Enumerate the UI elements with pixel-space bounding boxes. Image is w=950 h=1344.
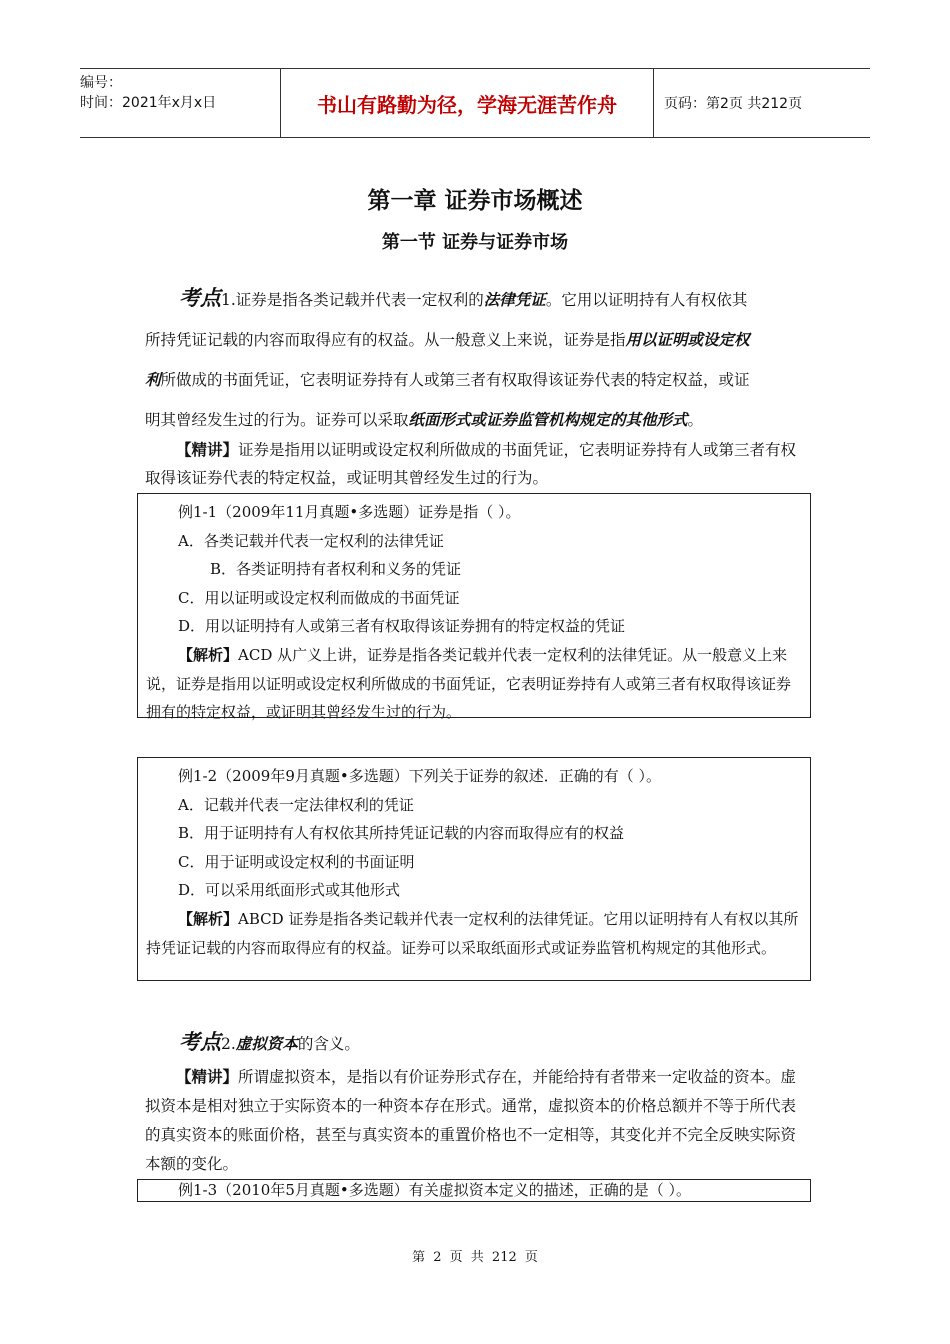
ex1-analysis-tag: 【解析】 <box>178 645 239 664</box>
ex2-option-d: D．可以采用纸面形式或其他形式 <box>178 881 401 900</box>
kp1-line-4 <box>145 400 805 440</box>
example-3-box <box>137 1179 811 1202</box>
header-page-info: 页码：第2页 共212页 <box>664 96 803 112</box>
key-point-1 <box>145 278 805 440</box>
example-1-box <box>137 493 811 722</box>
note2-tag: 【精讲】 <box>176 1067 239 1086</box>
kp1-tag: 考点 <box>179 285 221 310</box>
kp1-emphasis: 利 <box>145 370 161 389</box>
note2-text: 所谓虚拟资本，是指以有价证券形式存在，并能给持有者带来一定收益的资本。虚拟资本是相对独立于实际资本的一种资本存在形式。通常，虚拟资本的价格总额并不等于所代表的真实资本的账面价格，甚至与真实资本的重置价格也不一定相等，其变化并不完全反映实际资本额的变化。 <box>145 1068 797 1173</box>
kp1-text: 1.证券是指各类记载并代表一定权利的 <box>221 291 484 309</box>
ex3-question: 例1-3（2010年5月真题•多选题）有关虚拟资本定义的描述，正确的是（ ）。 <box>178 1181 691 1199</box>
kp1-line-2 <box>145 320 805 360</box>
note1-tag: 【精讲】 <box>176 440 239 459</box>
ex2-analysis <box>146 905 810 962</box>
kp2-num: 2. <box>221 1035 236 1053</box>
kp1-text: 明其曾经发生过的行为。证券可以采取 <box>145 411 409 429</box>
code-label: 编号： <box>80 75 122 91</box>
ex2-analysis-text: ABCD 证券是指各类记载并代表一定权利的法律凭证。它用以证明持有人有权以其所持凭证记载的内容而取得应有的权益。证券可以采取纸面形式或证券监管机构规定的其他形式。 <box>146 909 799 957</box>
section-title: 第一节 证券与证券市场 <box>381 232 569 253</box>
kp1-line-3 <box>145 360 805 400</box>
kp1-emphasis: 纸面形式或证券监管机构规定的其他形式 <box>408 410 688 429</box>
example-2-box <box>137 757 811 981</box>
ex2-analysis-tag: 【解析】 <box>178 909 239 928</box>
ex2-option-a: A．记载并代表一定法律权利的凭证 <box>178 795 414 814</box>
page-header <box>80 68 870 138</box>
key-point-2 <box>145 1026 805 1056</box>
chapter-title: 第一章 证券市场概述 <box>367 188 583 214</box>
ex1-option-c: C．用以证明或设定权利而做成的书面凭证 <box>178 588 460 607</box>
kp1-text: 所做成的书面凭证，它表明证券持有人或第三者有权取得该证券代表的特定权益，或证 <box>160 371 750 389</box>
kp1-line-1 <box>145 278 805 320</box>
kp1-text: 。 <box>687 411 704 429</box>
ex1-option-b: B．各类证明持有者权利和义务的凭证 <box>210 560 462 579</box>
time-label: 时间：2021年x月x日 <box>80 95 217 111</box>
kp1-emphasis: 法律凭证 <box>483 290 546 309</box>
note1-text: 证券是指用以证明或设定权利所做成的书面凭证，它表明证券持有人或第三者有权取得该证券代表的特定权益，或证明其曾经发生过的行为。 <box>145 441 797 487</box>
kp2-term: 虚拟资本 <box>235 1034 298 1053</box>
kp1-emphasis: 用以证明或设定权 <box>625 330 750 349</box>
ex2-option-c: C．用于证明或设定权利的书面证明 <box>178 852 415 871</box>
note-1 <box>145 436 805 492</box>
ex1-option-d: D．用以证明持有人或第三者有权取得该证券拥有的特定权益的凭证 <box>178 617 626 636</box>
kp1-text: 所持凭证记载的内容而取得应有的权益。从一般意义上来说，证券是指 <box>145 331 626 349</box>
kp2-rest: 的含义。 <box>297 1035 360 1053</box>
page-footer: 第 2 页 共 212 页 <box>412 1250 538 1265</box>
ex2-option-b: B．用于证明持有人有权依其所持凭证记载的内容而取得应有的权益 <box>178 824 625 843</box>
ex1-question: 例1-1（2009年11月真题•多选题）证券是指（ ）。 <box>178 503 521 521</box>
ex1-analysis-text: ACD 从广义上讲，证券是指各类记载并代表一定权利的法律凭证。从一般意义上来说，证券是指用以证明或设定权利所做成的书面凭证，它表明证券持有人或第三者有权取得该证券拥有的特定权益，或证明其曾经发生过的行为。 <box>146 645 792 722</box>
ex1-option-a: A．各类记载并代表一定权利的法律凭证 <box>178 531 444 550</box>
kp1-text: 。它用以证明持有人有权依其 <box>545 291 748 309</box>
ex2-question: 例1-2（2009年9月真题•多选题）下列关于证券的叙述．正确的有（ ）。 <box>178 767 661 785</box>
header-meta <box>80 69 281 137</box>
kp2-tag: 考点 <box>179 1029 221 1054</box>
ex1-analysis <box>146 641 810 727</box>
note-2 <box>145 1062 805 1179</box>
header-motto: 书山有路勤为径，学海无涯苦作舟 <box>281 69 654 137</box>
